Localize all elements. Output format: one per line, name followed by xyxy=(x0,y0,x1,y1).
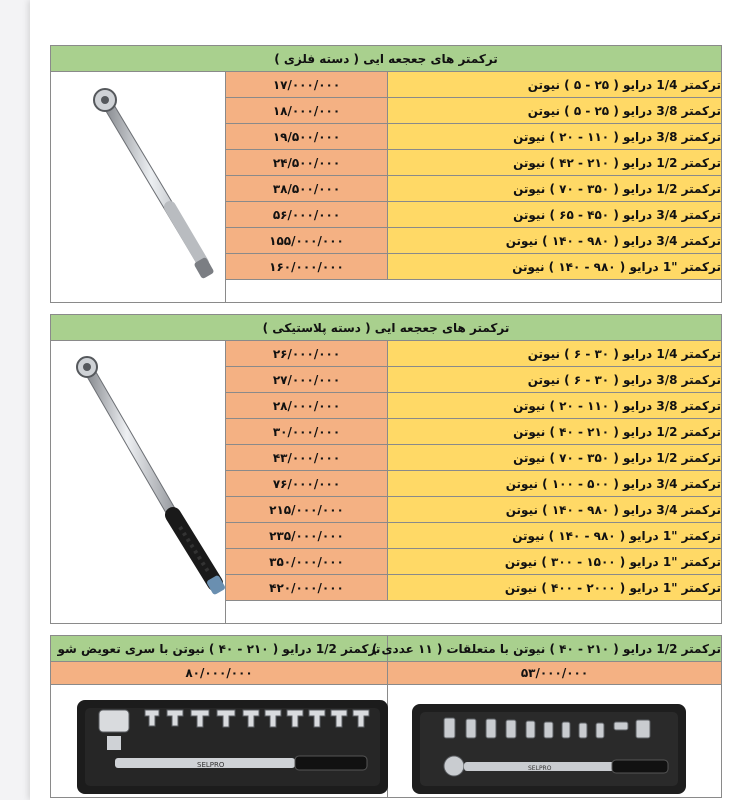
plastic-handle-description: ترکمتر 1/4 درایو ( ۳۰ - ۶ ) نیوتن xyxy=(388,341,722,367)
kit-with-heads-case-image xyxy=(75,696,390,796)
metal-handle-description: ترکمتر 3/8 درایو ( ۱۱۰ - ۲۰ ) نیوتن xyxy=(388,124,722,150)
plastic-handle-description: ترکمتر 3/4 درایو ( ۹۸۰ - ۱۴۰ ) نیوتن xyxy=(388,497,722,523)
metal-handle-description: ترکمتر 3/4 درایو ( ۹۸۰ - ۱۴۰ ) نیوتن xyxy=(388,228,722,254)
plastic-handle-description: ترکمتر "1 درایو ( ۹۸۰ - ۱۴۰ ) نیوتن xyxy=(388,523,722,549)
metal-handle-price: ۱۹/۵۰۰/۰۰۰ xyxy=(226,124,388,150)
price-sheet xyxy=(30,0,747,800)
plastic-handle-price: ۷۶/۰۰۰/۰۰۰ xyxy=(226,471,388,497)
plastic-handle-price: ۴۲۰/۰۰۰/۰۰۰ xyxy=(226,575,388,601)
plastic-handle-title: ترکمتر های جعجعه ایی ( دسته پلاستیکی ) xyxy=(51,315,722,341)
kit-with-heads-price: ۸۰/۰۰۰/۰۰۰ xyxy=(51,662,388,685)
plastic-handle-description: ترکمتر "1 درایو ( ۲۰۰۰ - ۴۰۰ ) نیوتن xyxy=(388,575,722,601)
plastic-handle-description: ترکمتر 3/8 درایو ( ۳۰ - ۶ ) نیوتن xyxy=(388,367,722,393)
metal-handle-price: ۱۵۵/۰۰۰/۰۰۰ xyxy=(226,228,388,254)
metal-handle-description: ترکمتر 3/8 درایو ( ۲۵ - ۵ ) نیوتن xyxy=(388,98,722,124)
plastic-handle-price: ۲۳۵/۰۰۰/۰۰۰ xyxy=(226,523,388,549)
plastic-handle-description: ترکمتر 1/2 درایو ( ۲۱۰ - ۴۰ ) نیوتن xyxy=(388,419,722,445)
metal-handle-price: ۵۶/۰۰۰/۰۰۰ xyxy=(226,202,388,228)
metal-handle-description: ترکمتر 1/4 درایو ( ۲۵ - ۵ ) نیوتن xyxy=(388,72,722,98)
brand-mark-right: SELPRO xyxy=(528,765,552,772)
metal-handle-title: ترکمتر های جعجعه ایی ( دسته فلزی ) xyxy=(51,46,722,72)
metal-handle-spacer xyxy=(226,280,722,303)
plastic-handle-description: ترکمتر 1/2 درایو ( ۳۵۰ - ۷۰ ) نیوتن xyxy=(388,445,722,471)
metal-handle-description: ترکمتر 1/2 درایو ( ۳۵۰ - ۷۰ ) نیوتن xyxy=(388,176,722,202)
metal-handle-price: ۲۴/۵۰۰/۰۰۰ xyxy=(226,150,388,176)
kit-with-accessories-case-image xyxy=(410,702,688,796)
brand-mark-left: SELPRO xyxy=(197,761,225,769)
metal-handle-price: ۳۸/۵۰۰/۰۰۰ xyxy=(226,176,388,202)
plastic-handle-price: ۳۰/۰۰۰/۰۰۰ xyxy=(226,419,388,445)
metal-handle-description: ترکمتر 1/2 درایو ( ۲۱۰ - ۴۲ ) نیوتن xyxy=(388,150,722,176)
metal-handle-description: ترکمتر 3/4 درایو ( ۴۵۰ - ۶۵ ) نیوتن xyxy=(388,202,722,228)
plastic-handle-price: ۲۷/۰۰۰/۰۰۰ xyxy=(226,367,388,393)
plastic-handle-description: ترکمتر "1 درایو ( ۱۵۰۰ - ۳۰۰ ) نیوتن xyxy=(388,549,722,575)
metal-handle-description: ترکمتر "1 درایو ( ۹۸۰ - ۱۴۰ ) نیوتن xyxy=(388,254,722,280)
plastic-handle-price: ۲۸/۰۰۰/۰۰۰ xyxy=(226,393,388,419)
plastic-handle-price: ۴۳/۰۰۰/۰۰۰ xyxy=(226,445,388,471)
plastic-handle-description: ترکمتر 3/8 درایو ( ۱۱۰ - ۲۰ ) نیوتن xyxy=(388,393,722,419)
plastic-handle-price: ۳۵۰/۰۰۰/۰۰۰ xyxy=(226,549,388,575)
plastic-handle-description: ترکمتر 3/4 درایو ( ۵۰۰ - ۱۰۰ ) نیوتن xyxy=(388,471,722,497)
plastic-handle-spacer xyxy=(226,601,722,624)
metal-torque-wrench-image xyxy=(85,85,225,285)
plastic-handle-price: ۲۱۵/۰۰۰/۰۰۰ xyxy=(226,497,388,523)
metal-handle-price: ۱۶۰/۰۰۰/۰۰۰ xyxy=(226,254,388,280)
kit-with-accessories-price: ۵۳/۰۰۰/۰۰۰ xyxy=(388,662,722,685)
plastic-torque-wrench-image xyxy=(75,355,235,600)
metal-handle-price: ۱۷/۰۰۰/۰۰۰ xyxy=(226,72,388,98)
plastic-handle-price: ۲۶/۰۰۰/۰۰۰ xyxy=(226,341,388,367)
kit-with-accessories-title: ترکمتر 1/2 درایو ( ۲۱۰ - ۴۰ ) نیوتن با متعلقات ( ۱۱ عددی ) xyxy=(388,636,722,662)
kit-with-heads-title: ترکمتر 1/2 درایو ( ۲۱۰ - ۴۰ ) نیوتن با سری تعویض شو xyxy=(51,636,388,662)
metal-handle-price: ۱۸/۰۰۰/۰۰۰ xyxy=(226,98,388,124)
